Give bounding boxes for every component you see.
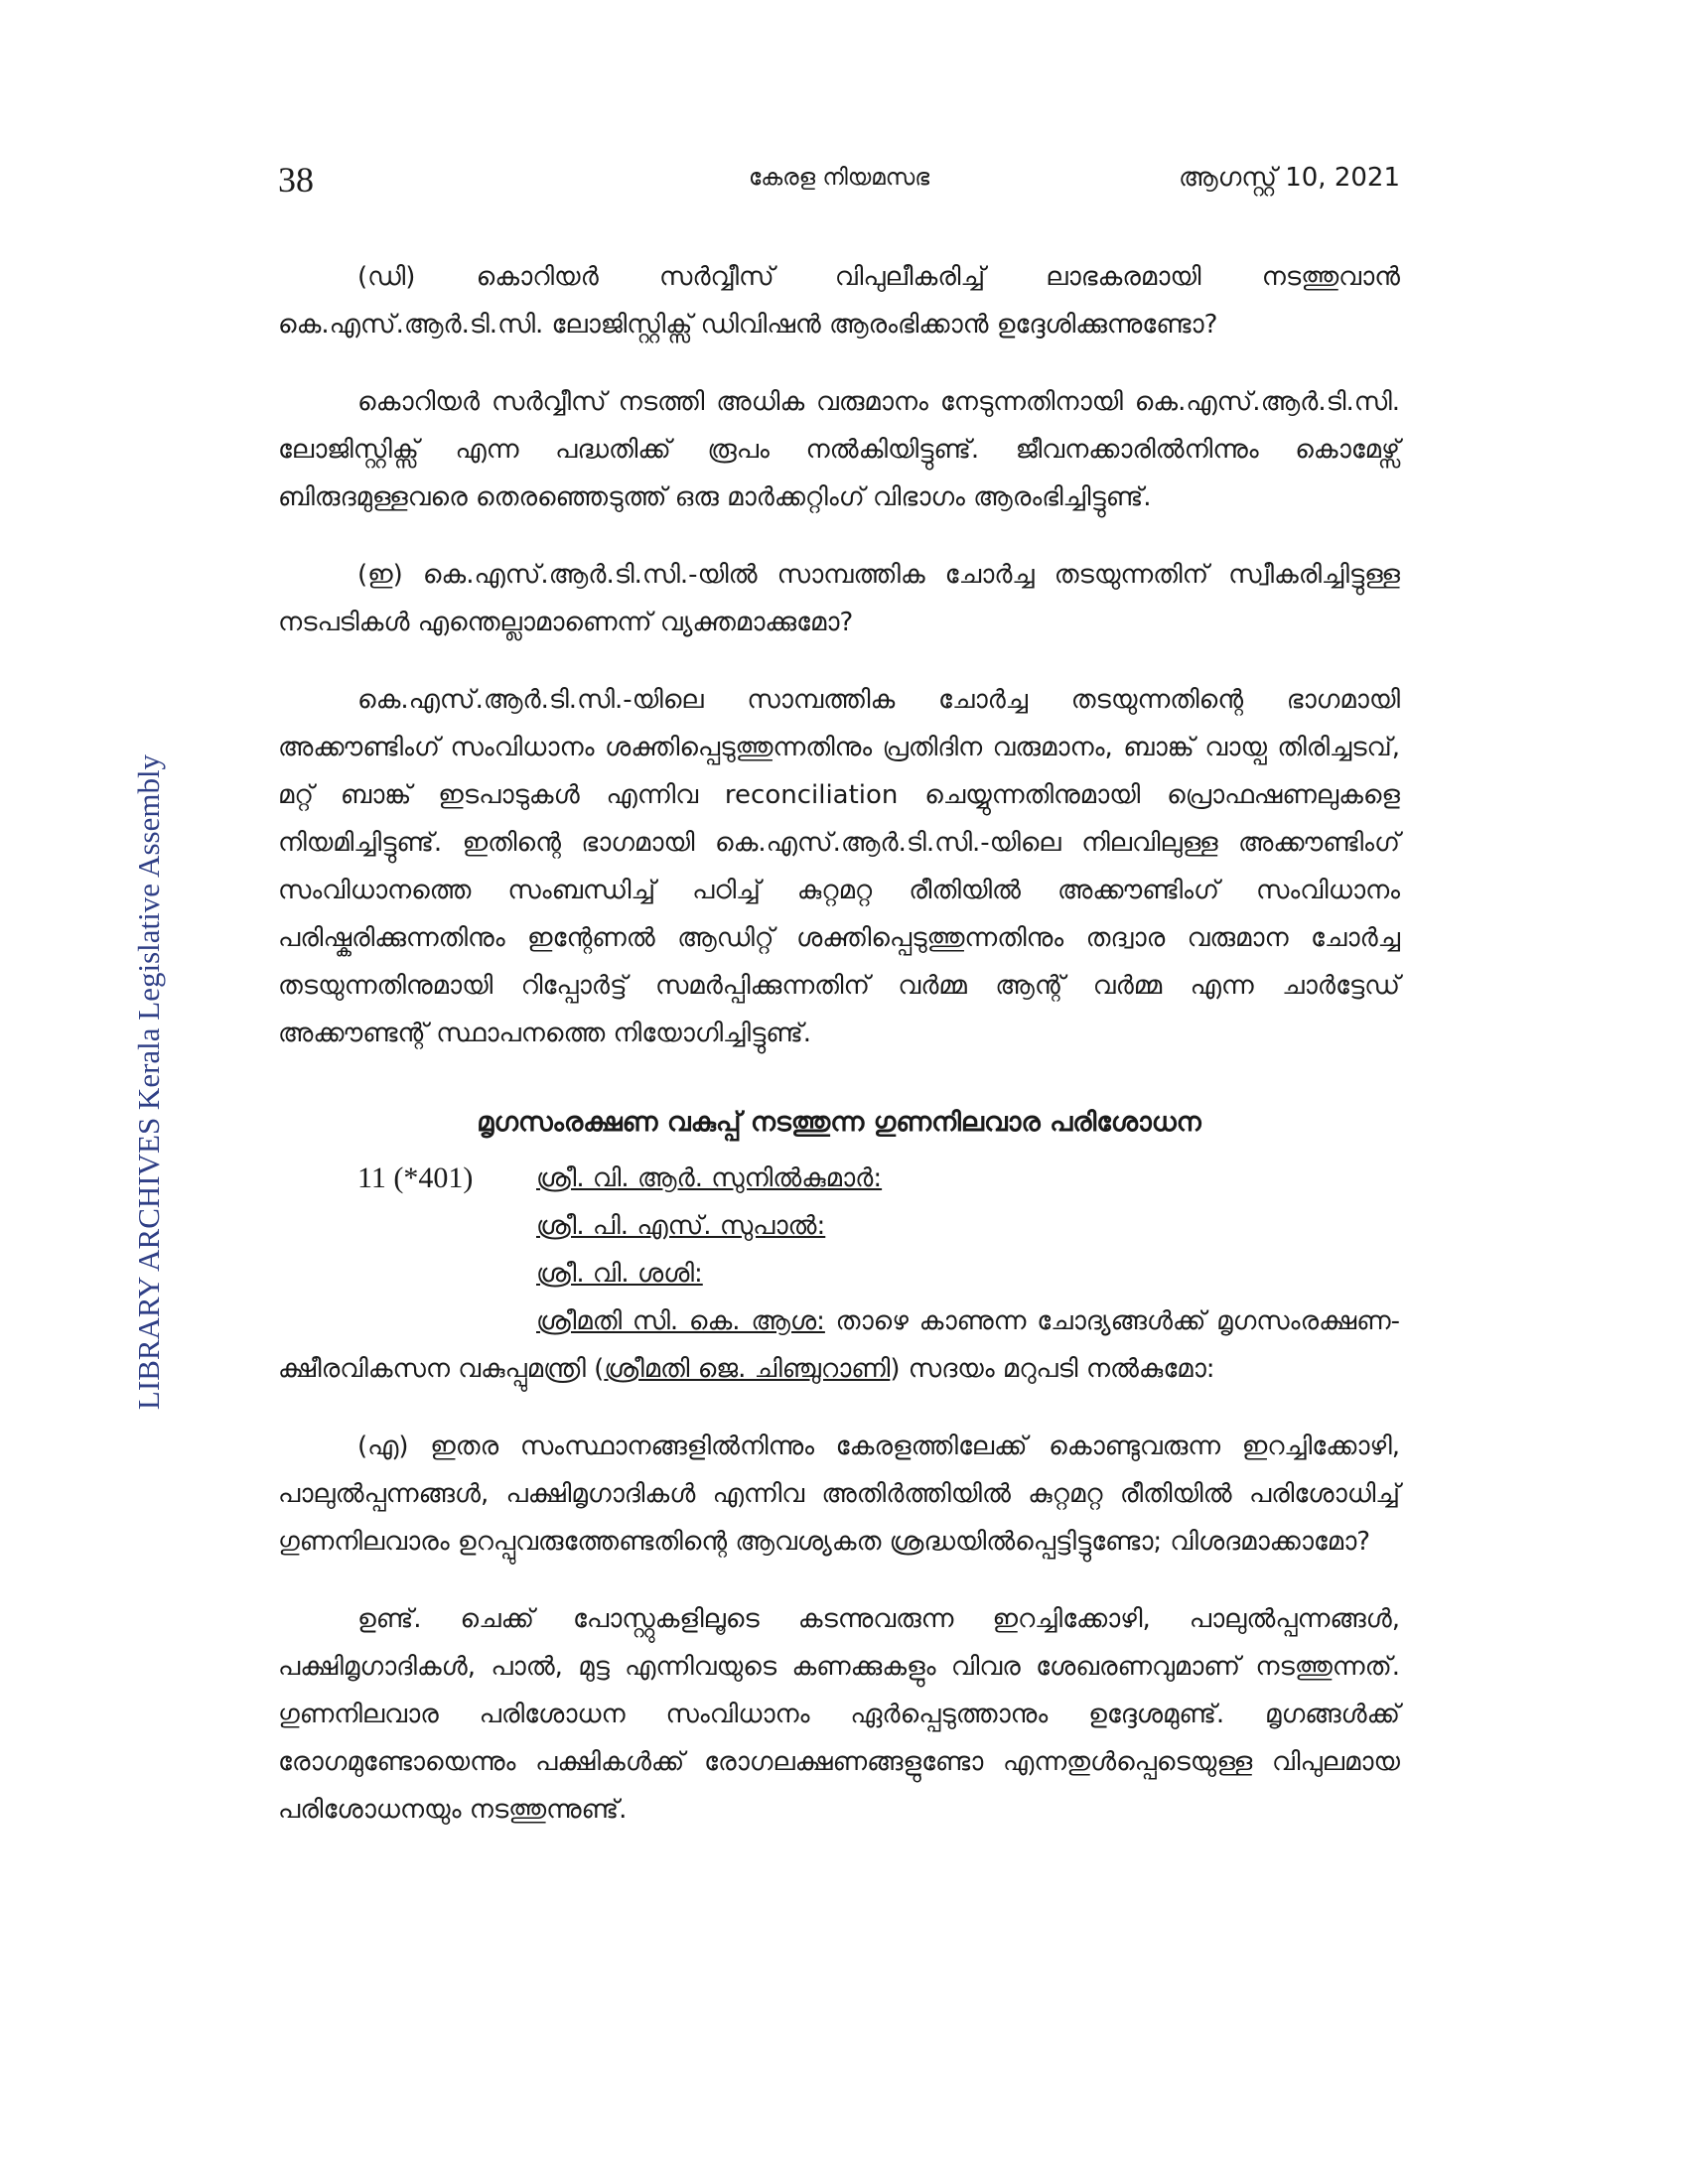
side-watermark: LIBRARY ARCHIVES Kerala Legislative Assembly [131, 753, 166, 1411]
section-heading: മൃഗസംരക്ഷണ വകുപ്പ് നടത്തുന്ന ഗുണനിലവാര പരിശോധന [477, 1107, 1201, 1138]
intro-text: താഴെ കാണുന്ന ചോദ്യങ്ങൾക്ക് മൃഗസംരക്ഷണ-ക്ഷീരവികസന വകുപ്പുമന്ത്രി ( [278, 1306, 1400, 1384]
member-name: ശ്രീമതി സി. കെ. ആശ: [536, 1306, 825, 1336]
page-body [278, 253, 1400, 1834]
question-e: (ഇ) കെ.എസ്.ആർ.ടി.സി.-യിൽ സാമ്പത്തിക ചോർച്ച തടയുന്നതിന് സ്വീകരിച്ചിട്ടുള്ള നടപടികൾ എന്തെല്ലാമാണെന്ന് വ്യക്തമാക്കുമോ? [278, 560, 1400, 637]
question-intro [278, 1297, 1400, 1393]
question-member-row [278, 1155, 1400, 1202]
member-name: ശ്രീ. വി. ശശി: [536, 1259, 703, 1289]
minister-name: ശ്രീമതി ജെ. ചിഞ്ചുറാണി [604, 1354, 891, 1384]
question-a: (എ) ഇതര സംസ്ഥാനങ്ങളിൽനിന്നും കേരളത്തിലേക്ക് കൊണ്ടുവരുന്ന ഇറച്ചിക്കോഴി, പാലുൽപ്പന്നങ്ങൾ, പക്ഷിമൃഗാദികൾ എന്നിവ അതിർത്തിയിൽ കുറ്റമറ്റ രീതിയിൽ പരിശോധിച്ച് ഗുണനിലവാരം ഉറപ്പുവരുത്തേണ്ടതിന്റെ ആവശ്യകത ശ്രദ്ധയിൽപ്പെട്ടിട്ടുണ്ടോ; വിശദമാക്കാമോ? [278, 1432, 1400, 1557]
question-d: (ഡി) കൊറിയർ സർവ്വീസ് വിപുലീകരിച്ച് ലാഭകരമായി നടത്തുവാൻ കെ.എസ്.ആർ.ടി.സി. ലോജിസ്റ്റിക്സ് ഡിവിഷൻ ആരംഭിക്കാൻ ഉദ്ദേശിക്കുന്നുണ്ടോ? [278, 262, 1400, 340]
answer-e: കെ.എസ്.ആർ.ടി.സി.-യിലെ സാമ്പത്തിക ചോർച്ച തടയുന്നതിന്റെ ഭാഗമായി അക്കൗണ്ടിംഗ് സംവിധാനം ശക്തിപ്പെടുത്തുന്നതിനും പ്രതിദിന വരുമാനം, ബാങ്ക് വായ്പ തിരിച്ചടവ്, മറ്റ് ബാങ്ക് ഇടപാടുകൾ എന്നിവ reconciliation ചെയ്യുന്നതിനുമായി പ്രൊഫഷണലുകളെ നിയമിച്ചിട്ടുണ്ട്. ഇതിന്റെ ഭാഗമായി കെ.എസ്.ആർ.ടി.സി.-യിലെ നിലവിലുള്ള അക്കൗണ്ടിംഗ് സംവിധാനത്തെ സംബന്ധിച്ച് പഠിച്ച് കുറ്റമറ്റ രീതിയിൽ അക്കൗണ്ടിംഗ് സംവിധാനം പരിഷ്കരിക്കുന്നതിനും ഇന്റേണൽ ആഡിറ്റ് ശക്തിപ്പെടുത്തുന്നതിനും തദ്വാര വരുമാന ചോർച്ച തടയുന്നതിനുമായി റിപ്പോർട്ട് സമർപ്പിക്കുന്നതിന് വർമ്മ ആന്റ് വർമ്മ എന്ന ചാർട്ടേഡ് അക്കൗണ്ടന്റ് സ്ഥാപനത്തെ നിയോഗിച്ചിട്ടുണ്ട്. [278, 685, 1400, 1048]
answer-a: ഉണ്ട്. ചെക്ക് പോസ്റ്റുകളിലൂടെ കടന്നുവരുന്ന ഇറച്ചിക്കോഴി, പാലുൽപ്പന്നങ്ങൾ, പക്ഷിമൃഗാദികൾ, പാൽ, മുട്ട എന്നിവയുടെ കണക്കുകളും വിവര ശേഖരണവുമാണ് നടത്തുന്നത്. ഗുണനിലവാര പരിശോധന സംവിധാനം ഏർപ്പെടുത്താനും ഉദ്ദേശമുണ്ട്. മൃഗങ്ങൾക്ക് രോഗമുണ്ടോയെന്നും പക്ഷികൾക്ക് രോഗലക്ഷണങ്ങളുണ്ടോ എന്നതുൾപ്പെടെയുള്ള വിപുലമായ പരിശോധനയും നടത്തുന്നുണ്ട്. [278, 1604, 1400, 1825]
member-name: ശ്രീ. പി. എസ്. സുപാൽ: [536, 1211, 826, 1241]
header-date: ആഗസ്റ്റ് 10, 2021 [1179, 163, 1400, 193]
header-title: കേരള നിയമസഭ [748, 165, 930, 191]
member-name: ശ്രീ. വി. ആർ. സുനിൽകുമാർ: [536, 1163, 883, 1193]
intro-text-end: ) സദയം മറുപടി നൽകുമോ: [890, 1354, 1215, 1384]
question-member-row [278, 1202, 1400, 1250]
answer-d: കൊറിയർ സർവ്വീസ് നടത്തി അധിക വരുമാനം നേടുന്നതിനായി കെ.എസ്.ആർ.ടി.സി. ലോജിസ്റ്റിക്സ് എന്ന പദ്ധതിക്ക് രൂപം നൽകിയിട്ടുണ്ട്. ജീവനക്കാരിൽനിന്നും കൊമേഴ്സ് ബിരുദമുള്ളവരെ തെരഞ്ഞെടുത്ത് ഒരു മാർക്കറ്റിംഗ് വിഭാഗം ആരംഭിച്ചിട്ടുണ്ട്. [278, 387, 1400, 512]
question-member-row [278, 1250, 1400, 1297]
page-header [278, 159, 1400, 208]
page-number: 38 [278, 160, 314, 200]
question-number: 11 (*401) [357, 1161, 474, 1194]
